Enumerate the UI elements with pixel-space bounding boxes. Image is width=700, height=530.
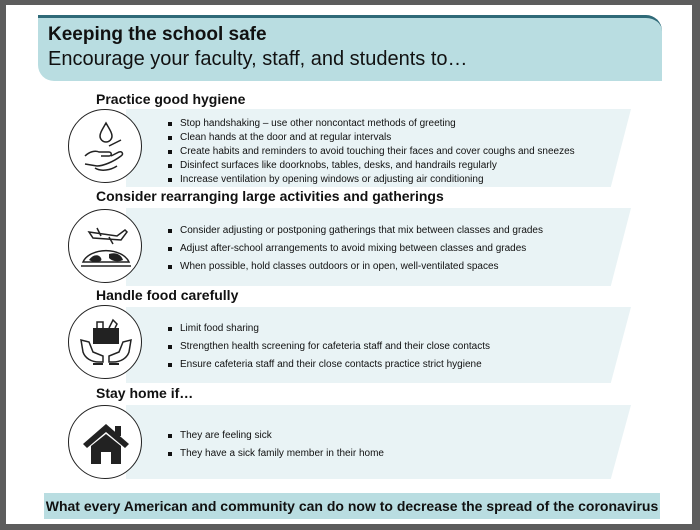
section-heading-hygiene: Practice good hygiene (96, 91, 246, 107)
list-item: Adjust after-school arrangements to avoid mixing between classes and grades (168, 240, 543, 258)
section-list-stay-home (168, 427, 384, 463)
handwashing-icon (68, 109, 142, 183)
section-list-gatherings (168, 222, 543, 276)
document-page (6, 5, 692, 524)
list-item: Clean hands at the door and at regular intervals (168, 131, 575, 145)
list-item: Disinfect surfaces like doorknobs, tables, desks, and handrails regularly (168, 159, 575, 173)
list-item: Limit food sharing (168, 320, 490, 338)
section-heading-gatherings: Consider rearranging large activities and gatherings (96, 188, 444, 204)
section-heading-food: Handle food carefully (96, 287, 239, 303)
house-icon (68, 405, 142, 479)
list-item: Stop handshaking – use other noncontact methods of greeting (168, 117, 575, 131)
food-hands-icon (68, 305, 142, 379)
page-title: Keeping the school safe (48, 24, 267, 45)
list-item: When possible, hold classes outdoors or in open, well-ventilated spaces (168, 258, 543, 276)
footer-banner: What every American and community can do now to decrease the spread of the coronavirus (44, 493, 660, 519)
section-list-food (168, 320, 490, 374)
list-item: Consider adjusting or postponing gatherings that mix between classes and grades (168, 222, 543, 240)
list-item: They have a sick family member in their home (168, 445, 384, 463)
list-item: Ensure cafeteria staff and their close contacts practice strict hygiene (168, 356, 490, 374)
section-list-hygiene (168, 117, 575, 187)
list-item: They are feeling sick (168, 427, 384, 445)
travel-globe-icon (68, 209, 142, 283)
page-subtitle: Encourage your faculty, staff, and students to… (48, 48, 468, 70)
list-item: Strengthen health screening for cafeteria staff and their close contacts (168, 338, 490, 356)
list-item: Increase ventilation by opening windows or adjusting air conditioning (168, 173, 575, 187)
section-heading-stay-home: Stay home if… (96, 385, 194, 401)
header-banner (38, 15, 662, 81)
list-item: Create habits and reminders to avoid touching their faces and cover coughs and sneezes (168, 145, 575, 159)
